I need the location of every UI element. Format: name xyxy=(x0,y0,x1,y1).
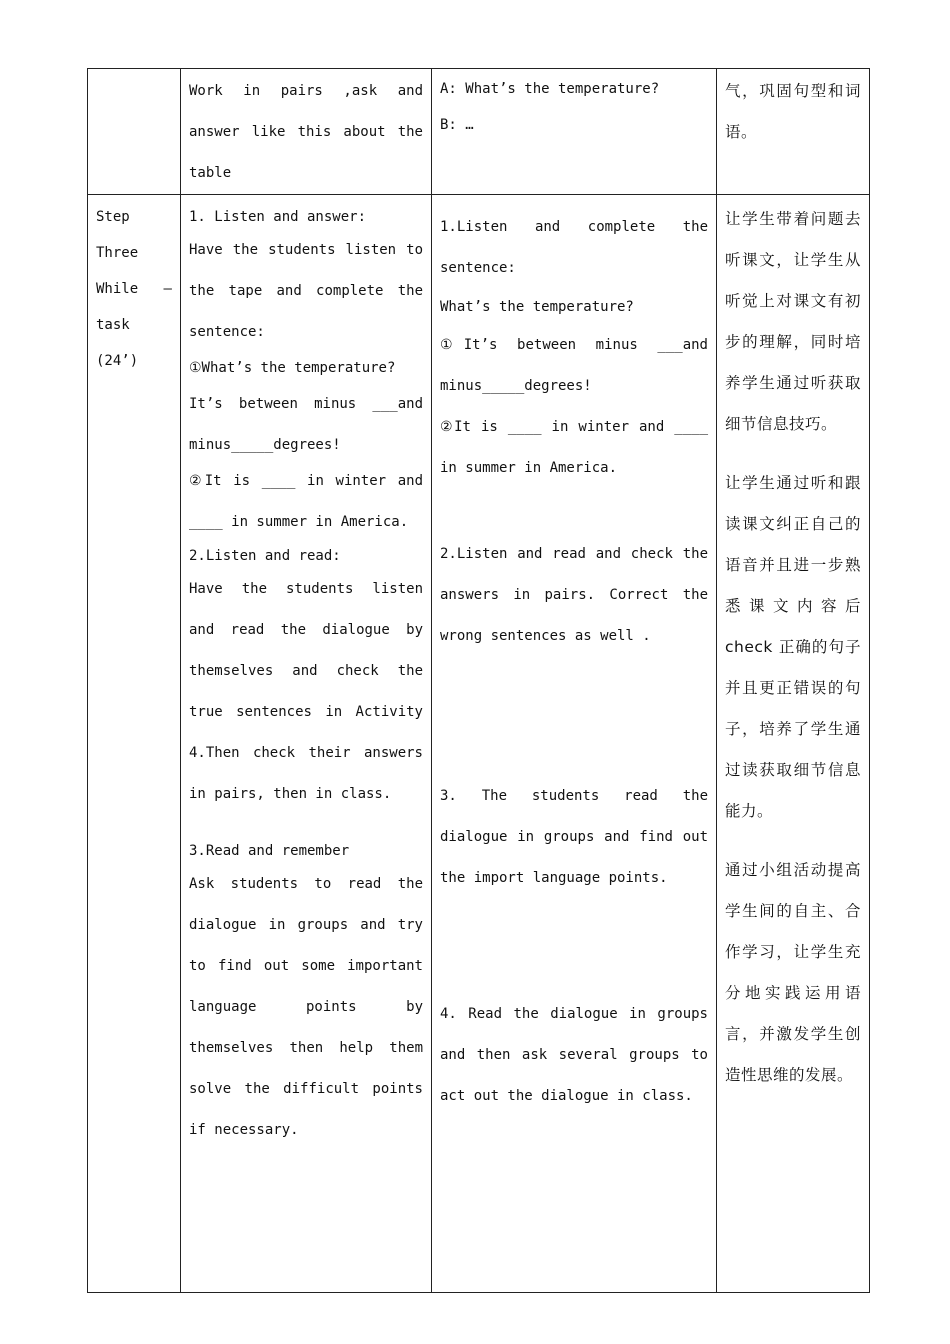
student-step1-answer2: ②It is ____ in winter and ____ in summer in America. xyxy=(440,419,708,476)
teacher-step1-question2: ②It is ____ in winter and ____ in summer in America. xyxy=(189,473,423,530)
row1-student-cell xyxy=(432,69,717,195)
row1-activity-cell xyxy=(181,69,432,195)
spacer xyxy=(440,657,708,776)
teacher-step3-heading: 3.Read and remember xyxy=(189,843,350,859)
student-activity-cell xyxy=(432,195,717,1293)
step-label-3: While – xyxy=(96,281,172,297)
row1-student-line-b: B: … xyxy=(440,117,474,133)
student-step1-question: What’s the temperature? xyxy=(440,299,634,315)
teacher-step1-answer1: It’s between minus ___and minus_____degrees! xyxy=(189,396,423,453)
spacer xyxy=(189,815,423,833)
teacher-step1-heading: 1. Listen and answer: xyxy=(189,209,367,225)
table-row xyxy=(88,195,870,1293)
student-step2-text: 2.Listen and read and check the answers in pairs. Correct the wrong sentences as well . xyxy=(440,546,708,644)
row1-purpose-cell xyxy=(717,69,870,195)
teacher-step1-body: Have the students listen to the tape and complete the sentence: xyxy=(189,242,423,340)
teacher-step3-body: Ask students to read the dialogue in groups and try to find out some important language points by themselves then help them solve the difficult points if necessary. xyxy=(189,876,423,1138)
step-label-5: (24’) xyxy=(96,353,139,369)
student-step1-answer1: ①It’s between minus ___and minus_____degrees! xyxy=(440,337,708,394)
purpose-step2-text: 让学生通过听和跟读课文纠正自己的语音并且进一步熟悉课文内容后 check 正确的句子并且更正错误的句子，培养了学生通过读获取细节信息能力。 xyxy=(725,474,861,820)
spacer xyxy=(725,832,861,850)
purpose-step1-text: 让学生带着问题去听课文，让学生从听觉上对课文有初步的理解，同时培养学生通过听获取细节信息技巧。 xyxy=(725,210,861,433)
teacher-step2-heading: 2.Listen and read: xyxy=(189,548,341,564)
purpose-cell xyxy=(717,195,870,1293)
purpose-step3-text: 通过小组活动提高学生间的自主、合作学习，让学生充分地实践运用语言，并激发学生创造性思维的发展。 xyxy=(725,861,861,1084)
table-row xyxy=(88,69,870,195)
row1-step-cell xyxy=(88,69,181,195)
teacher-activity-cell xyxy=(181,195,432,1293)
student-step4-text: 4. Read the dialogue in groups and then ask several groups to act out the dialogue in class. xyxy=(440,1006,708,1104)
step-label-2: Three xyxy=(96,245,139,261)
row1-activity-text: Work in pairs ,ask and answer like this about the table xyxy=(189,83,423,181)
step-cell xyxy=(88,195,181,1293)
lesson-plan-table xyxy=(87,68,870,1293)
step-label-1: Step xyxy=(96,209,130,225)
teacher-step2-body: Have the students listen and read the dialogue by themselves and check the true sentences in Activity 4.Then check their answers in pairs, then in class. xyxy=(189,581,423,802)
row1-student-line-a: A: What’s the temperature? xyxy=(440,81,660,97)
spacer xyxy=(440,199,708,207)
student-step1-heading: 1.Listen and complete the sentence: xyxy=(440,219,708,276)
spacer xyxy=(725,445,861,463)
teacher-step1-question1: ①What’s the temperature? xyxy=(189,360,396,376)
student-step3-text: 3. The students read the dialogue in groups and find out the import language points. xyxy=(440,788,708,886)
row1-purpose-text: 气，巩固句型和词语。 xyxy=(725,82,861,141)
spacer xyxy=(440,899,708,994)
step-label-4: task xyxy=(96,317,130,333)
spacer xyxy=(440,489,708,534)
